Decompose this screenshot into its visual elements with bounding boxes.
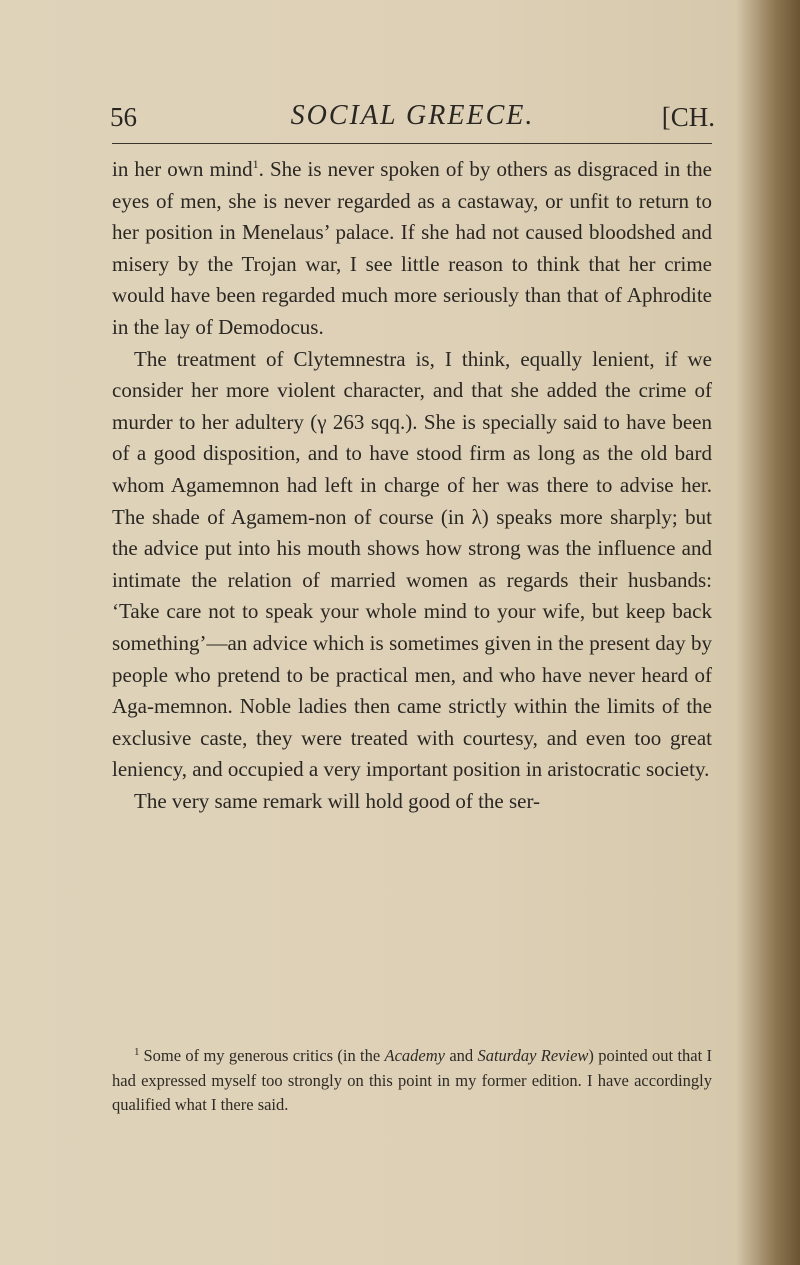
chapter-mark: [CH. — [661, 102, 715, 132]
footnote-journal-academy: Academy — [384, 1046, 445, 1065]
paragraph-1 — [112, 154, 712, 344]
page-number: 56 — [110, 102, 137, 132]
paragraph-3: The very same remark will hold good of the ser- — [134, 788, 541, 813]
footnote-text-and: and — [445, 1046, 478, 1065]
paragraph-2: The treatment of Clytemnestra is, I think, equally lenient, if we consider her more violent character, and that she added the crime of murder to her adultery (γ 263 sqq.). She is specially said to have been of a good disposition, and to have stood firm as long as the old bard whom Agamemnon had left in charge of her was there to advise her. The shade of Agamem-non of course (in λ) speaks more sharply; but the advice put into his mouth shows how strong was the influence and intimate the relation of married women as regards their husbands: ‘Take care not to speak your whole mind to your wife, but keep back something’—an advice which is sometimes given in the present day by people who pretend to be practical men, and who have never heard of Aga-memnon. Noble ladies then came strictly within the limits of the exclusive caste, they were treated with courtesy, and even too great leniency, and occupied a very important position in aristocratic society. — [112, 346, 712, 782]
footnote-reference[interactable]: 1 — [252, 157, 259, 171]
footnote-text-start: Some of my generous critics (in the — [143, 1046, 385, 1065]
header-rule — [112, 143, 712, 144]
paragraph-1-start: in her own mind — [112, 157, 253, 181]
footnote-number: 1 — [134, 1045, 140, 1058]
running-title: SOCIAL GREECE. — [290, 100, 535, 131]
footnote — [112, 1044, 712, 1118]
page-header — [110, 98, 715, 136]
paragraph-1-rest: . She is never spoken of by others as disgraced in the eyes of men, she is never regarded as a castaway, or unfit to return to her position in Menelaus’ palace. If she had not caused bloodshed and misery by the Trojan war, I see little reason to think that her crime would have been regarded much more seriously than that of Aphrodite in the lay of Demodocus. — [112, 157, 712, 339]
body-text — [112, 154, 712, 817]
footnote-journal-saturday-review: Saturday Review — [477, 1046, 589, 1065]
footnote-text-end: ) pointed out that I had expressed myself too strongly on this point in my former edition. I have accordingly qualified what I there said. — [112, 1046, 712, 1114]
